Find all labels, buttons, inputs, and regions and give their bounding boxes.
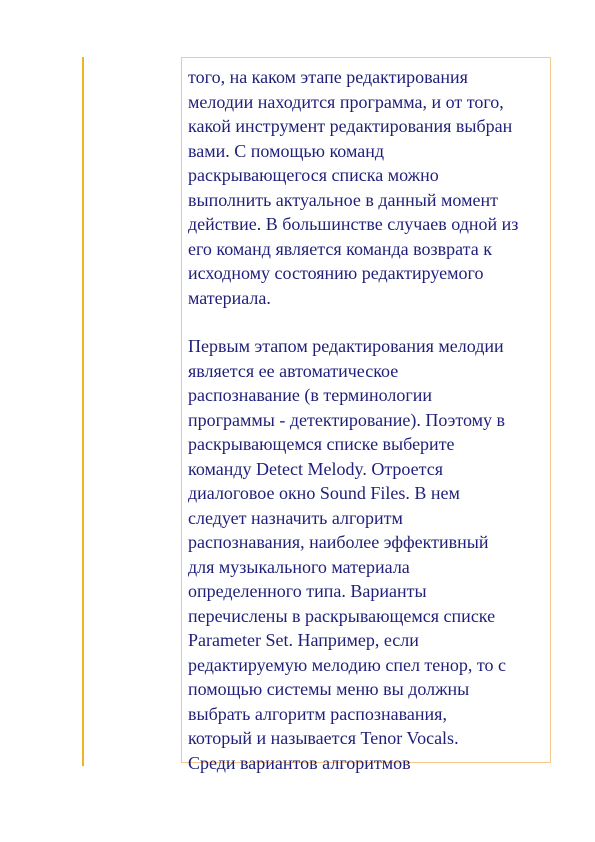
text-line: исходному состоянию редактируемого: [188, 263, 484, 283]
text-line: выполнить актуальное в данный момент: [188, 189, 498, 210]
text-frame: [181, 57, 551, 773]
text-line: Первым этапом редактирования мелодии: [188, 336, 504, 356]
paragraph-1: [188, 65, 546, 310]
text-line: Parameter Set. Например, если: [188, 630, 419, 650]
text-line: мелодии находится программа, и от того,: [188, 91, 504, 112]
text-line: раскрывающемся списке выберите: [188, 434, 455, 454]
text-line: действие. В большинстве случаев одной из: [188, 214, 519, 234]
paragraph-2: [188, 334, 546, 775]
text-line: Среди вариантов алгоритмов: [188, 752, 411, 773]
text-line: помощью системы меню вы должны: [188, 679, 470, 699]
text-line: определенного типа. Варианты: [188, 581, 427, 601]
text-line: распознавания, наиболее эффективный: [188, 532, 489, 552]
text-line: выбрать алгоритм распознавания,: [188, 703, 447, 724]
text-line: распознавание (в терминологии: [188, 385, 432, 405]
text-line: его команд является команда возврата к: [188, 238, 492, 259]
text-line: перечислены в раскрывающемся списке: [188, 605, 496, 626]
text-line: вами. С помощью команд: [188, 140, 385, 161]
text-line: для музыкального материала: [188, 556, 410, 577]
text-line: раскрывающегося списка можно: [188, 165, 439, 185]
text-line: является ее автоматическое: [188, 360, 399, 381]
margin-rule: [82, 57, 84, 766]
text-line: команду Detect Melody. Отроется: [188, 458, 443, 479]
text-line: того, на каком этапе редактирования: [188, 67, 468, 87]
text-line: который и называется Tenor Vocals.: [188, 728, 459, 748]
text-line: программы - детектирование). Поэтому в: [188, 409, 506, 430]
text-line: материала.: [188, 287, 271, 308]
text-line: какой инструмент редактирования выбран: [188, 116, 513, 136]
text-line: редактируемую мелодию спел тенор, то с: [188, 654, 507, 675]
text-line: диалоговое окно Sound Files. В нем: [188, 483, 460, 503]
text-line: следует назначить алгоритм: [188, 507, 403, 528]
